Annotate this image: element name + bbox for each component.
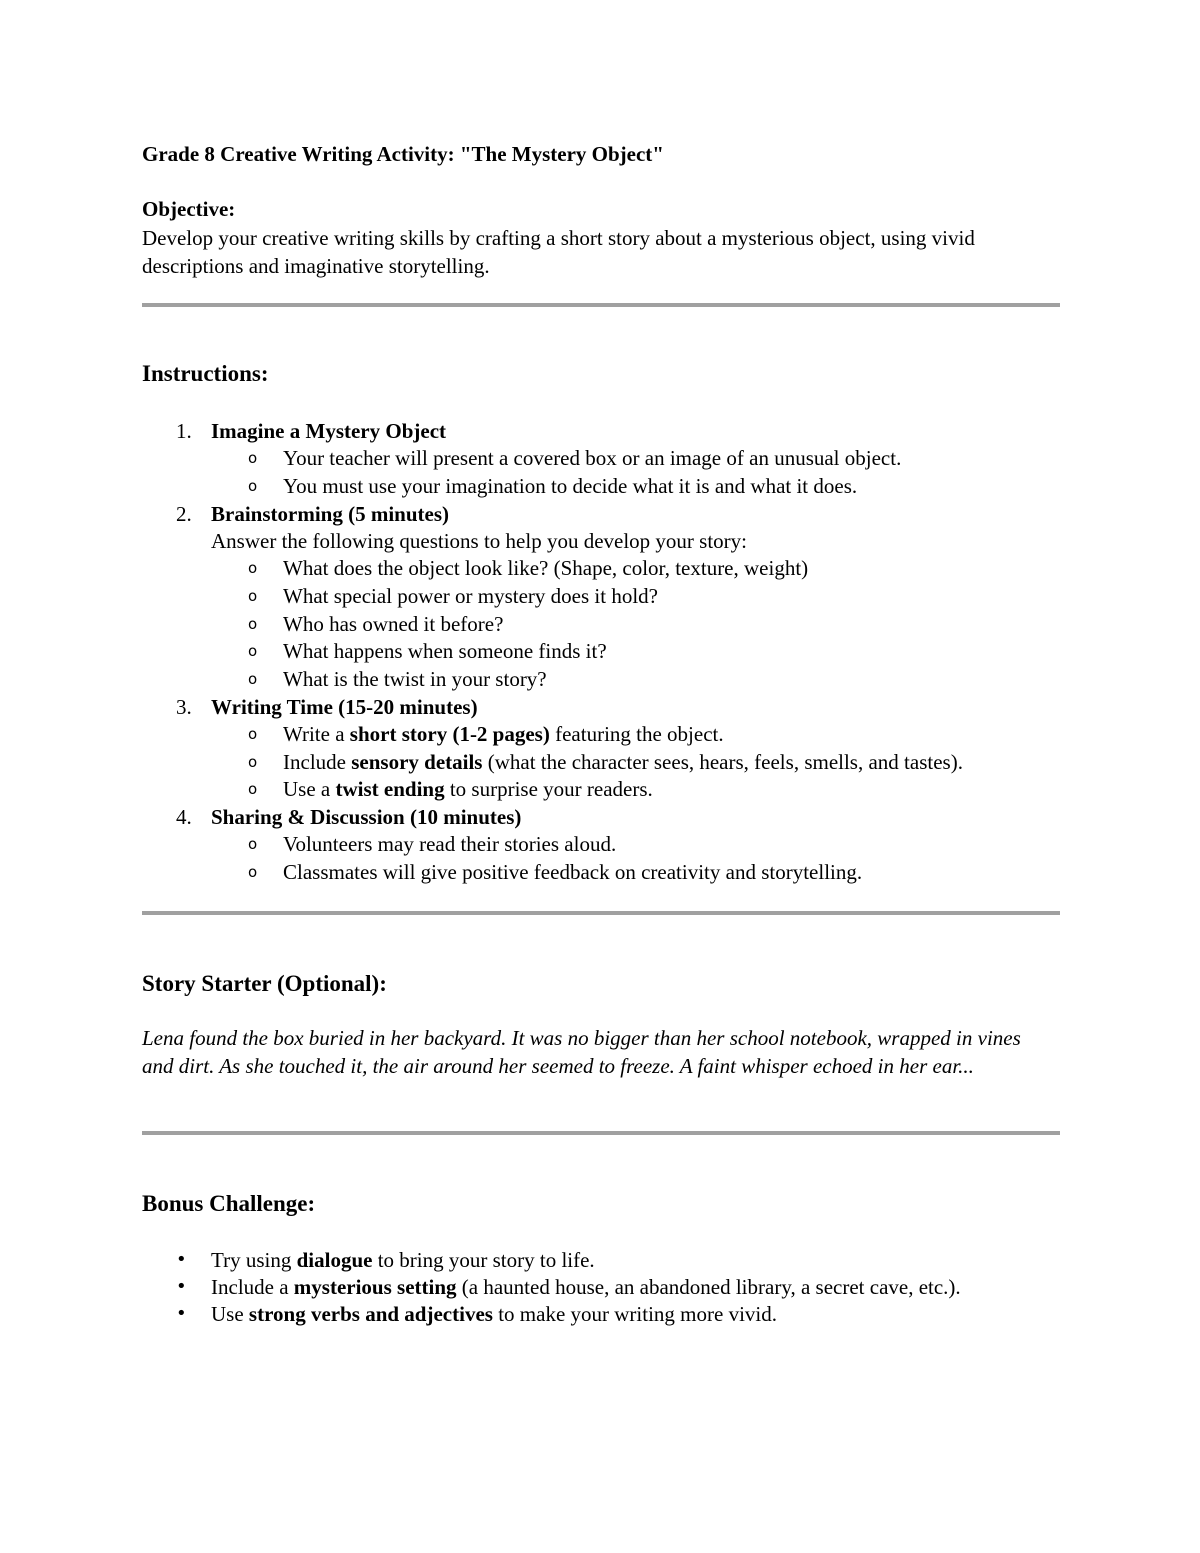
bullet-icon: • bbox=[176, 1303, 187, 1324]
step-title: Writing Time (15-20 minutes) bbox=[211, 695, 478, 719]
step-number: 3. bbox=[176, 695, 192, 719]
circle-bullet-icon: o bbox=[248, 863, 258, 881]
circle-bullet-icon: o bbox=[248, 559, 258, 577]
circle-bullet-icon: o bbox=[248, 670, 258, 688]
step-title: Brainstorming (5 minutes) bbox=[211, 502, 449, 526]
divider-1 bbox=[142, 303, 1060, 307]
story-starter-heading: Story Starter (Optional): bbox=[142, 971, 387, 996]
step-number: 2. bbox=[176, 502, 192, 526]
bonus-heading: Bonus Challenge: bbox=[142, 1191, 316, 1216]
step-number: 1. bbox=[176, 419, 192, 443]
circle-bullet-icon: o bbox=[248, 835, 258, 853]
step-title: Imagine a Mystery Object bbox=[211, 419, 447, 443]
document-page: Grade 8 Creative Writing Activity: "The Mystery Object" Objective: Develop your creative writing skills by crafting a short story about a mysterious object, using vivid descriptions and imaginative storytelling. Instructions: 1. Imagine a Mystery Object o Your teacher will present a covered box or an image of an unusual object. o You must use your imagination to decide what it is and what it does. 2. Brainstorming (5 minutes) Answer the following questions to help you develop your story: o What does the object look like? (Shape, color, texture, weight) o What special power or mystery does it hold? o Who has owned it before? o What happens when someone finds it? o What is the twist in your story? 3. Writing Time (15-20 minutes) o Write a short story (1-2 pages) featuring the object. o Include sensory details (what the character sees, hears, feels, smells, and tastes). o Use a twist ending to surprise your readers. 4. Sharing & Discussion (10 minutes) o Volunteers may read their stories aloud. o Classmates will give positive feedback on creativity and storytelling. Story Starter (Optional): Lena found the box buried in her backyard. It was no bigger than her school notebook, wrapped in vines and dirt. As she touched it, the air around her seemed to freeze. A faint whisper echoed in her ear... Bonus Challenge: • Try using dialogue to bring your story to life. • Include a mysterious setting (a haunted house, an abandoned library, a secret cave, etc.). • Use strong verbs and adjectives to make your writing more vivid. bbox=[142, 0, 1060, 1553]
step-number: 4. bbox=[176, 805, 192, 829]
circle-bullet-icon: o bbox=[248, 587, 258, 605]
circle-bullet-icon: o bbox=[248, 449, 258, 467]
circle-bullet-icon: o bbox=[248, 725, 258, 743]
circle-bullet-icon: o bbox=[248, 780, 258, 798]
divider-2 bbox=[142, 911, 1060, 915]
circle-bullet-icon: o bbox=[248, 642, 258, 660]
circle-bullet-icon: o bbox=[248, 615, 258, 633]
objective-text: Develop your creative writing skills by crafting a short story about a mysterious object, using vivid descriptions and imaginative storytelling. bbox=[142, 226, 975, 278]
story-starter-text: Lena found the box buried in her backyard. It was no bigger than her school notebook, wrapped in vines and dirt. As she touched it, the air around her seemed to freeze. A faint whisper echoed in her ear... bbox=[142, 1026, 1021, 1078]
instructions-heading: Instructions: bbox=[142, 361, 269, 386]
bullet-icon: • bbox=[176, 1249, 187, 1270]
bullet-icon: • bbox=[176, 1276, 187, 1297]
step-title: Sharing & Discussion (10 minutes) bbox=[211, 805, 522, 829]
circle-bullet-icon: o bbox=[248, 477, 258, 495]
objective-label: Objective: bbox=[142, 197, 236, 221]
divider-3 bbox=[142, 1131, 1060, 1135]
document-title: Grade 8 Creative Writing Activity: "The Mystery Object" bbox=[142, 142, 664, 166]
circle-bullet-icon: o bbox=[248, 753, 258, 771]
